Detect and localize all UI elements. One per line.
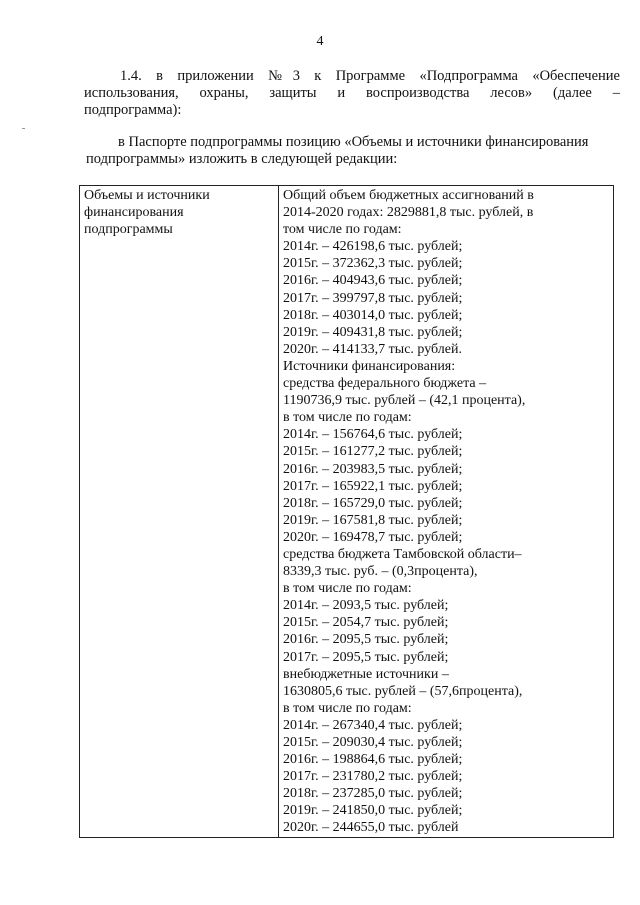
funding-line: 2016г. – 203983,5 тыс. рублей; bbox=[283, 461, 463, 477]
funding-line: 2014г. – 426198,6 тыс. рублей; bbox=[283, 239, 463, 255]
paragraph-line: 1.4. в приложении №3 к Программе «Подпрограмма «Обеспечение bbox=[120, 68, 620, 84]
funding-line: средства бюджета Тамбовской области– bbox=[283, 546, 522, 562]
funding-line: 2016г. – 2095,5 тыс. рублей; bbox=[283, 632, 449, 648]
funding-details-cell bbox=[279, 186, 614, 838]
position-label-line: Объемы и источники bbox=[84, 188, 210, 203]
funding-line: 2014-2020 годах: 2829881,8 тыс. рублей, в bbox=[283, 205, 534, 221]
funding-line: 2018г. – 165729,0 тыс. рублей; bbox=[283, 495, 463, 511]
funding-line: 2017г. – 165922,1 тыс. рублей; bbox=[283, 478, 463, 494]
funding-line: том числе по годам: bbox=[283, 222, 402, 238]
paragraph-line: подпрограммы» изложить в следующей редакции: bbox=[86, 151, 398, 167]
funding-line: Общий объем бюджетных ассигнований в bbox=[283, 188, 534, 203]
funding-line: Источники финансирования: bbox=[283, 358, 456, 374]
funding-line: 2016г. – 198864,6 тыс. рублей; bbox=[283, 752, 463, 768]
funding-line: средства федерального бюджета – bbox=[283, 376, 487, 392]
funding-line: 1630805,6 тыс. рублей – (57,6процента), bbox=[283, 683, 523, 699]
funding-line: 2019г. – 409431,8 тыс. рублей; bbox=[283, 324, 463, 340]
funding-line: 2014г. – 267340,4 тыс. рублей; bbox=[283, 717, 463, 733]
funding-line: в том числе по годам: bbox=[283, 581, 412, 597]
paragraph-line: в Паспорте подпрограммы позицию «Объемы и источники финансирования bbox=[118, 134, 589, 150]
page-number: 4 bbox=[316, 34, 324, 49]
position-label-cell bbox=[80, 186, 279, 838]
funding-line: 8339,3 тыс. руб. – (0,3процента), bbox=[283, 564, 478, 580]
funding-line: 2015г. – 209030,4 тыс. рублей; bbox=[283, 735, 463, 750]
funding-line: 2020г. – 169478,7 тыс. рублей; bbox=[283, 529, 463, 545]
amendment-paragraph bbox=[86, 68, 620, 119]
funding-line: 2015г. – 372362,3 тыс. рублей; bbox=[283, 256, 463, 272]
funding-line: в том числе по годам: bbox=[283, 700, 412, 716]
position-label-line: финансирования bbox=[84, 205, 184, 221]
funding-line: в том числе по годам: bbox=[283, 410, 412, 426]
funding-line: 2014г. – 2093,5 тыс. рублей; bbox=[283, 598, 449, 614]
funding-line: 1190736,9 тыс. рублей – (42,1 процента), bbox=[283, 393, 526, 409]
funding-line: 2019г. – 167581,8 тыс. рублей; bbox=[283, 512, 463, 528]
paragraph-line: использования, охраны, защиты и воспроизводства лесов» (далее – bbox=[84, 85, 620, 101]
paragraph-line: подпрограмма): bbox=[84, 102, 182, 118]
funding-line: 2015г. – 161277,2 тыс. рублей; bbox=[283, 444, 463, 460]
position-label-line: подпрограммы bbox=[84, 222, 173, 238]
funding-line: 2014г. – 156764,6 тыс. рублей; bbox=[283, 427, 463, 443]
instruction-paragraph bbox=[86, 134, 620, 168]
funding-line: 2019г. – 241850,0 тыс. рублей; bbox=[283, 803, 463, 819]
funding-line: 2016г. – 404943,6 тыс. рублей; bbox=[283, 273, 463, 289]
funding-line: 2018г. – 237285,0 тыс. рублей; bbox=[283, 786, 463, 802]
funding-line: внебюджетные источники – bbox=[283, 666, 449, 682]
funding-line: 2015г. – 2054,7 тыс. рублей; bbox=[283, 615, 449, 631]
funding-line: 2017г. – 399797,8 тыс. рублей; bbox=[283, 290, 463, 306]
funding-line: 2020г. – 414133,7 тыс. рублей. bbox=[283, 341, 462, 357]
funding-line: 2018г. – 403014,0 тыс. рублей; bbox=[283, 307, 463, 323]
funding-line: 2017г. – 2095,5 тыс. рублей; bbox=[283, 649, 449, 665]
margin-mark bbox=[22, 128, 25, 129]
funding-table bbox=[79, 185, 614, 838]
funding-line: 2020г. – 244655,0 тыс. рублей bbox=[283, 820, 459, 836]
table-row bbox=[80, 186, 614, 838]
funding-line: 2017г. – 231780,2 тыс. рублей; bbox=[283, 769, 463, 785]
